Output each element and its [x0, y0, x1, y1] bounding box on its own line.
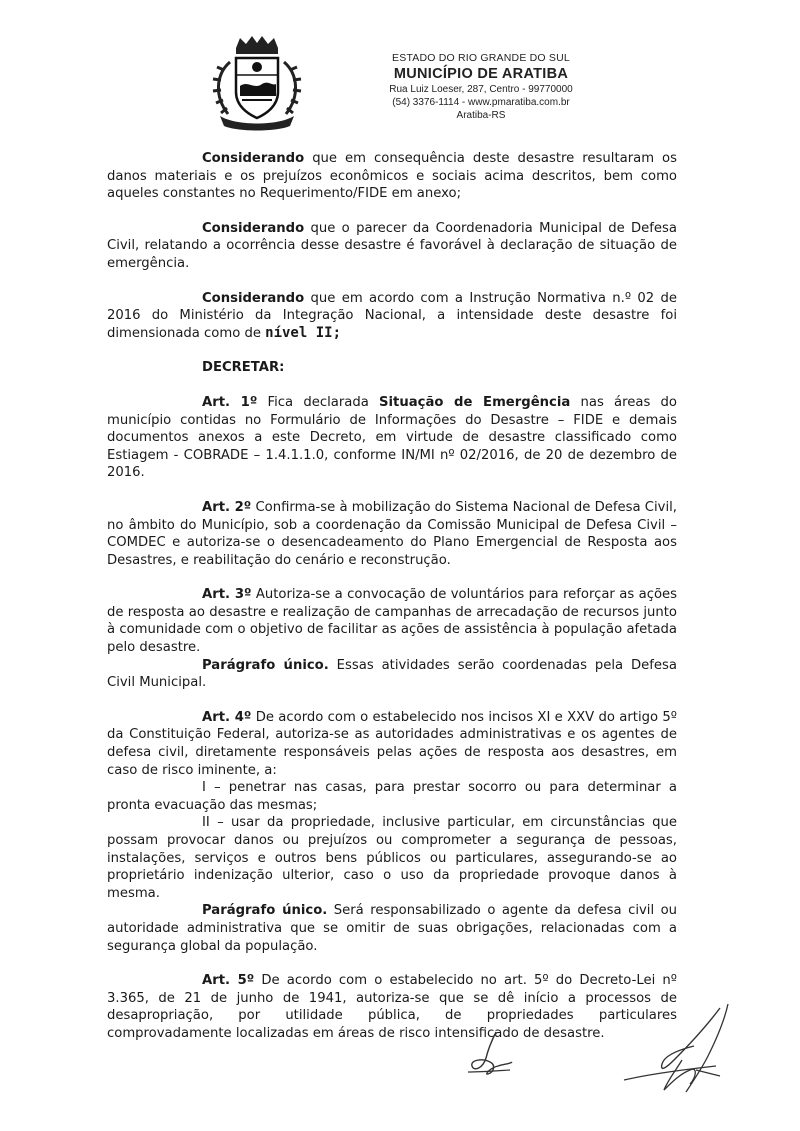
- article-label: Art. 1º: [202, 394, 258, 410]
- considerando-text: que em consequência deste desastre resultaram os danos materiais e os prejuízos econômicos e sociais acima descritos, bem como aqueles constantes no Requerimento/FIDE em anexo;: [107, 151, 677, 202]
- letterhead-text: [382, 52, 580, 122]
- considerando-text: que em acordo com a Instrução Normativa n.º 02 de 2016 do Ministério da Integração Nacional, a intensidade deste desastre foi dimensionada como de: [107, 290, 677, 341]
- article-3: Art. 3º Autoriza-se a convocação de voluntários para reforçar as ações de resposta ao desastre e realização de campanhas de arrecadação de recursos junto à comunidade com o objetivo de facilitar as ações de assistência à população afetada pelo desastre.: [107, 587, 677, 656]
- contact-info: (54) 3376-1114 - www.pmaratiba.com.br: [392, 97, 570, 108]
- article-4-item-ii: II – usar da propriedade, inclusive particular, em circunstâncias que possam provocar danos ou prejuízos ou comprometer a segurança de pessoas, instalações, serviços e outros bens públicos ou particulares, assegurando-se ao proprietário indenização ulterior, caso o uso da propriedade provoque danos à mesma.: [107, 815, 677, 901]
- coat-of-arms-icon: [206, 34, 308, 134]
- address: Rua Luiz Loeser, 287, Centro - 99770000: [389, 84, 573, 95]
- decretar-heading: DECRETAR:: [202, 360, 285, 376]
- emergency-highlight: Situação de Emergência: [379, 394, 571, 410]
- sole-paragraph-label: Parágrafo único.: [202, 657, 329, 673]
- signature-icon: [620, 1000, 740, 1100]
- decree-body: [107, 150, 677, 1043]
- considerando-label: Considerando: [202, 290, 305, 306]
- considerando-1: [107, 150, 677, 203]
- considerando-2: [107, 220, 677, 273]
- considerando-3: [107, 290, 677, 343]
- article-label: Art. 5º: [202, 973, 255, 989]
- intensity-level: nível II;: [265, 324, 341, 341]
- article-1: Art. 1º Fica declarada Situação de Emergência nas áreas do município contidas no Formulário de Informações do Desastre – FIDE e demais documentos anexos a este Decreto, em virtude de desastre classificado como Estiagem - COBRADE – 1.4.1.1.0, conforme IN/MI nº 02/2016, de 20 de dezembro de 2016.: [107, 394, 677, 481]
- article-4-sole-paragraph: Parágrafo único. Será responsabilizado o agente da defesa civil ou autoridade administrativa que se omitir de suas obrigações, relacionadas com a segurança global da população.: [107, 903, 677, 954]
- article-5: Art. 5º De acordo com o estabelecido no art. 5º do Decreto-Lei nº 3.365, de 21 de junho de 1941, autoriza-se que se dê início a processos de desapropriação, por utilidade pública, de propriedades particulares comprovadamente localizadas em áreas de risco intensificado de desastre.: [107, 973, 677, 1041]
- considerando-label: Considerando: [202, 151, 305, 166]
- article-4-item-i: I – penetrar nas casas, para prestar socorro ou para determinar a pronta evacuação das mesmas;: [107, 780, 677, 813]
- municipality-name: MUNICÍPIO DE ARATIBA: [393, 66, 569, 82]
- article-label: Art. 2º: [202, 499, 252, 515]
- state-name: ESTADO DO RIO GRANDE DO SUL: [392, 52, 570, 64]
- considerando-text: que o parecer da Coordenadoria Municipal de Defesa Civil, relatando a ocorrência desse desastre é favorável à declaração de situação de emergência.: [107, 220, 677, 271]
- letterhead: [0, 0, 800, 130]
- initials-signature-icon: [466, 1028, 514, 1078]
- city-name: Aratiba-RS: [456, 110, 506, 121]
- article-3-sole-paragraph: Parágrafo único. Essas atividades serão coordenadas pela Defesa Civil Municipal.: [107, 657, 678, 691]
- sole-paragraph-label: Parágrafo único.: [202, 903, 328, 919]
- article-4: Art. 4º De acordo com o estabelecido nos incisos XI e XXV do artigo 5º da Constituição Federal, autoriza-se as autoridades administrativas e os agentes de defesa civil, diretamente responsáveis pelas ações de resposta aos desastres, em caso de risco iminente, a:: [107, 709, 677, 778]
- considerando-label: Considerando: [202, 220, 305, 236]
- article-2: Art. 2º Confirma-se à mobilização do Sistema Nacional de Defesa Civil, no âmbito do Município, sob a coordenação da Comissão Municipal de Defesa Civil – COMDEC e autoriza-se o desencadeamento do Plano Emergencial de Resposta aos Desastres, e reabilitação do cenário e reconstrução.: [107, 499, 677, 568]
- article-label: Art. 3º: [202, 587, 252, 603]
- article-label: Art. 4º: [202, 709, 252, 725]
